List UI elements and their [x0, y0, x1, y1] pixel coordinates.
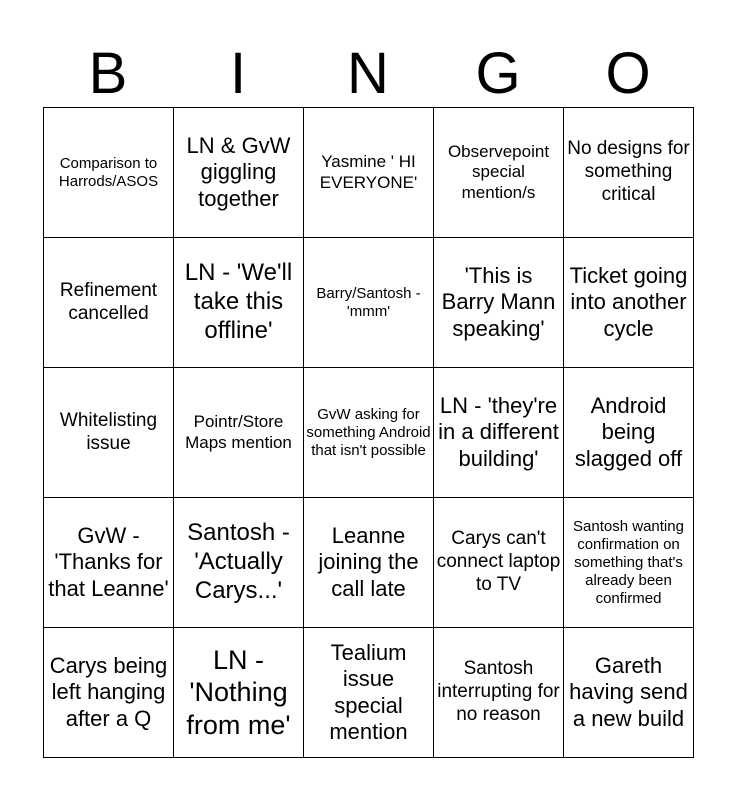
bingo-cell[interactable]: Tealium issue special mention: [304, 628, 434, 758]
bingo-cell[interactable]: Barry/Santosh - 'mmm': [304, 238, 434, 368]
bingo-row: [44, 628, 694, 758]
bingo-cell[interactable]: Android being slagged off: [564, 368, 694, 498]
bingo-cell[interactable]: Pointr/Store Maps mention: [174, 368, 304, 498]
bingo-cell[interactable]: GvW asking for something Android that isn't possible: [304, 368, 434, 498]
bingo-cell[interactable]: Leanne joining the call late: [304, 498, 434, 628]
bingo-cell[interactable]: LN - 'Nothing from me': [174, 628, 304, 758]
bingo-cell[interactable]: Whitelisting issue: [44, 368, 174, 498]
bingo-cell[interactable]: Carys being left hanging after a Q: [44, 628, 174, 758]
header-letter-i: I: [229, 41, 247, 106]
bingo-cell[interactable]: LN & GvW giggling together: [174, 108, 304, 238]
bingo-card-grid: [43, 107, 694, 758]
bingo-row: [44, 108, 694, 238]
bingo-row: [44, 238, 694, 368]
bingo-cell[interactable]: Santosh wanting confirmation on something that's already been confirmed: [564, 498, 694, 628]
bingo-cell[interactable]: Santosh interrupting for no reason: [434, 628, 564, 758]
bingo-cell[interactable]: Observepoint special mention/s: [434, 108, 564, 238]
bingo-cell[interactable]: Santosh - 'Actually Carys...': [174, 498, 304, 628]
bingo-cell[interactable]: 'This is Barry Mann speaking': [434, 238, 564, 368]
bingo-cell[interactable]: LN - 'they're in a different building': [434, 368, 564, 498]
bingo-cell[interactable]: Comparison to Harrods/ASOS: [44, 108, 174, 238]
bingo-row: [44, 498, 694, 628]
header-letter-b: B: [88, 41, 128, 106]
bingo-cell[interactable]: Ticket going into another cycle: [564, 238, 694, 368]
bingo-cell[interactable]: Refinement cancelled: [44, 238, 174, 368]
bingo-cell[interactable]: Yasmine ' HI EVERYONE': [304, 108, 434, 238]
header-letter-g: G: [475, 41, 521, 106]
header-letter-n: N: [347, 41, 389, 106]
bingo-row: [44, 368, 694, 498]
bingo-cell[interactable]: LN - 'We'll take this offline': [174, 238, 304, 368]
bingo-cell[interactable]: No designs for something critical: [564, 108, 694, 238]
header-letter-o: O: [605, 41, 651, 106]
bingo-cell[interactable]: Carys can't connect laptop to TV: [434, 498, 564, 628]
bingo-header: [43, 40, 693, 108]
bingo-cell[interactable]: Gareth having send a new build: [564, 628, 694, 758]
bingo-cell[interactable]: GvW - 'Thanks for that Leanne': [44, 498, 174, 628]
